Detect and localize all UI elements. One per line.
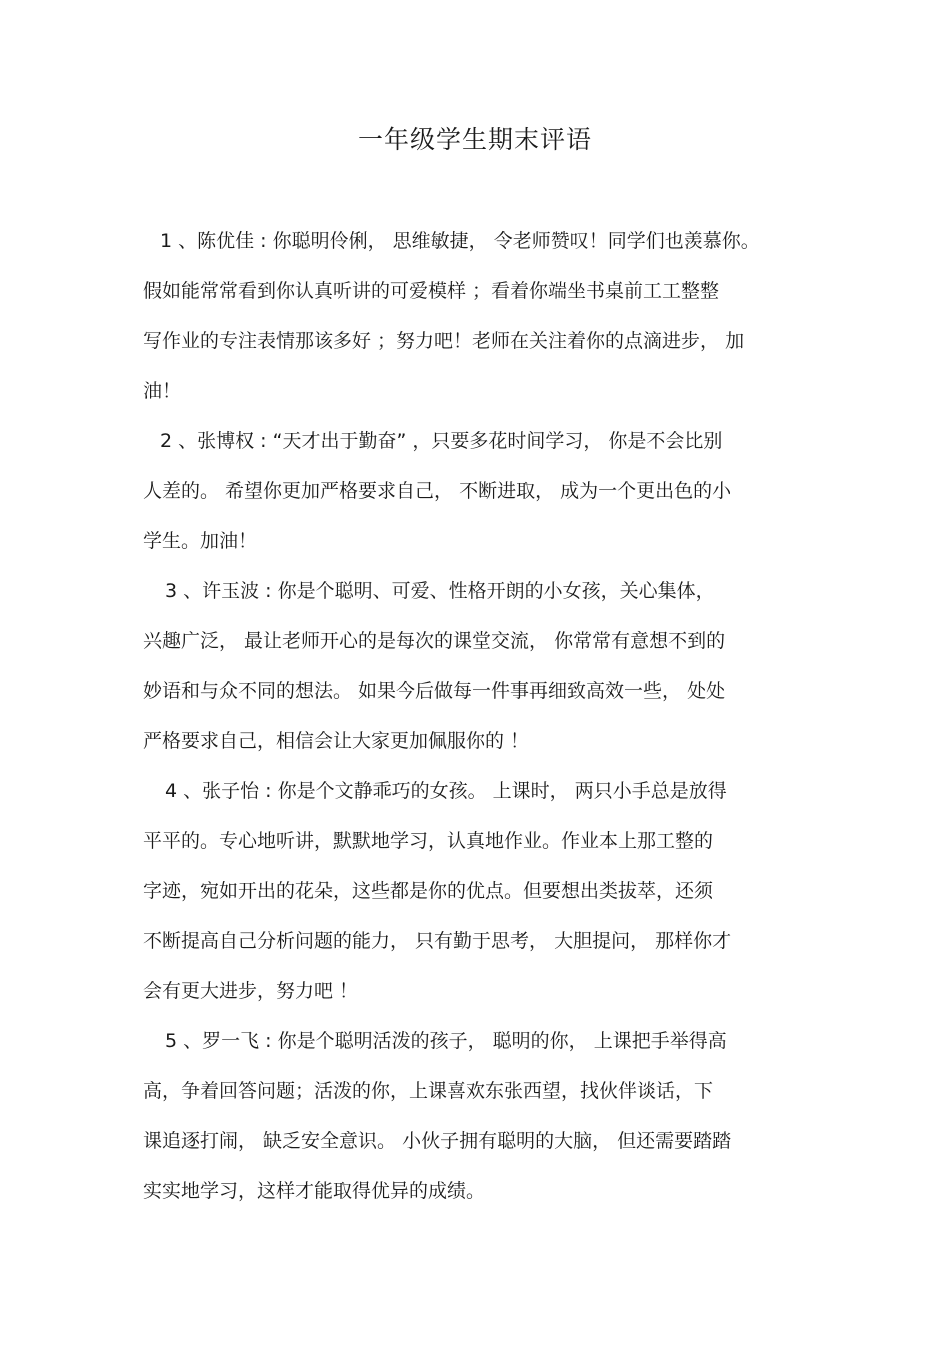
text-line: 油！	[143, 380, 182, 402]
text-line: 写作业的专注表情那该多好 ；努力吧！老师在关注着你的点滴进步， 加	[143, 330, 745, 352]
text-line: 人差的。 希望你更加严格要求自己， 不断进取， 成为一个更出色的小	[143, 480, 732, 502]
text-line: 妙语和与众不同的想法。 如果今后做每一件事再细致高效一些， 处处	[143, 680, 726, 702]
text-line: 字迹，宛如开出的花朵，这些都是你的优点。但要想出类拔萃，还须	[143, 880, 714, 902]
text-line: 实实地学习，这样才能取得优异的成绩。	[143, 1180, 486, 1202]
text-line: 高，争着回答问题；活泼的你，上课喜欢东张西望，找伙伴谈话，下	[143, 1080, 714, 1102]
text-line: 会有更大进步，努力吧 ！	[143, 980, 359, 1002]
text-line: 平平的。专心地听讲，默默地学习，认真地作业。作业本上那工整的	[143, 830, 714, 852]
text-line: 兴趣广泛， 最让老师开心的是每次的课堂交流， 你常常有意想不到的	[143, 630, 726, 652]
text-line: 严格要求自己，相信会让大家更加佩服你的 ！	[143, 730, 530, 752]
text-line: 5 、罗一飞 : 你是个聪明活泼的孩子， 聪明的你， 上课把手举得高	[165, 1030, 727, 1052]
text-line: 不断提高自己分析问题的能力， 只有勤于思考， 大胆提问， 那样你才	[143, 930, 732, 952]
text-line: 学生。加油！	[143, 530, 258, 552]
text-line: 3 、许玉波 : 你是个聪明、可爱、性格开朗的小女孩，关心集体，	[165, 580, 715, 602]
text-line: 课追逐打闹， 缺乏安全意识。 小伙子拥有聪明的大脑， 但还需要踏踏	[143, 1130, 732, 1152]
text-line: 2 、张博权 : “天才出于勤奋” ，只要多花时间学习， 你是不会比别	[160, 430, 723, 452]
text-line: 假如能常常看到你认真听讲的可爱模样 ；看着你端坐书桌前工工整整	[143, 280, 720, 302]
text-line: 4 、张子怡 : 你是个文静乖巧的女孩。 上课时， 两只小手总是放得	[165, 780, 727, 802]
document-title: 一年级学生期末评语	[357, 125, 592, 154]
text-line: 1 、陈优佳 : 你聪明伶俐， 思维敏捷， 令老师赞叹！同学们也羡慕你。	[160, 230, 760, 252]
